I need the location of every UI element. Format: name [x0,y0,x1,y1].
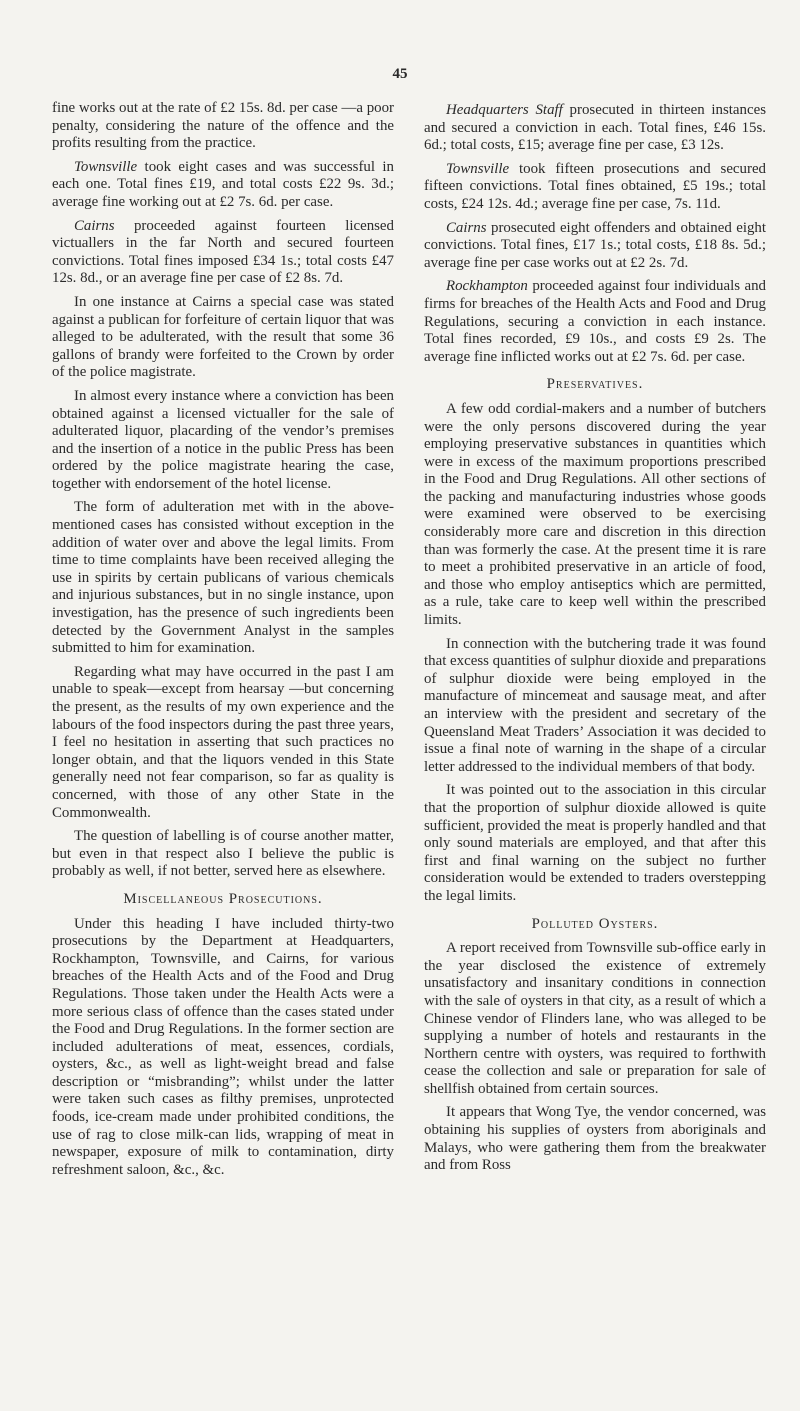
paragraph: In connection with the butchering trade it was found that excess quantities of sulphur dioxide and preparations of sulphur dioxide were being employed in the manufacture of mincemeat and sausage meat, and after an interview with the president and secretary of the Queensland Meat Traders’ Association it was decided to issue a final note of warning in the shape of a circular letter addressed to the individual members of that body. [424,635,766,775]
paragraph-townsville [52,159,394,212]
paragraph-cairns [424,220,766,273]
paragraph-text: took fifteen prosecutions and secured fifteen convictions. Total fines obtained, £5 19s.; total costs, £24 12s. 4d.; average fine per case, 7s. 11d. [424,160,766,212]
paragraph: In one instance at Cairns a special case was stated against a publican for forfeiture of certain liquor that was alleged to be adulterated, with the result that some 36 gallons of brandy were forfeited to the Crown by order of the police magistrate. [52,293,394,381]
paragraph-text: proceeded against four individuals and firms for breaches of the Health Acts and Food and Drug Regulations, securing a conviction in each instance. Total fines recorded, £9 10s., and costs £9 2s. The average fine inflicted works out at £2 7s. 6d. per case. [424,278,766,365]
paragraph-text: took eight cases and was successful in each one. Total fines £19, and total costs £22 9s. 3d.; average fine working out at £2 7s. 6d. per case. [52,158,394,210]
section-heading-polluted-oysters: Polluted Oysters. [531,915,659,932]
left-column [52,100,394,1185]
paragraph-text: prosecuted in thirteen instances and secured a conviction in each. Total fines, £46 15s. 6d.; total costs, £15; average fine per case, £3 12s. [424,102,766,154]
paragraph: It appears that Wong Tye, the vendor concerned, was obtaining his supplies of oysters from aboriginals and Malays, who were gathering them from the breakwater and from Ross [424,1104,766,1174]
paragraph: The question of labelling is of course another matter, but even in that respect also I believe the public is probably as well, if not better, served here as elsewhere. [52,828,394,880]
paragraph-text: prosecuted eight offenders and obtained eight convictions. Total fines, £17 1s.; total costs, £18 8s. 5d.; average fine per case works out at £2 2s. 7d. [424,219,766,271]
place-name: Rockhampton [446,278,528,295]
right-column [424,102,766,1181]
paragraph: A report received from Townsville sub-office early in the year disclosed the existence of extremely unsatisfactory and insanitary conditions in connection with the sale of oysters in that city, as a result of which a Chinese vendor of Flinders lane, who was alleged to be supplying a number of hotels and restaurants in the Northern centre with oysters, was required to forthwith cease the collection and sale or preparation for sale of shellfish obtained from certain sources. [424,940,766,1097]
place-name: Cairns [74,217,115,234]
place-name: Cairns [446,219,487,236]
page-number: 45 [392,66,408,82]
paragraph: Regarding what may have occurred in the past I am unable to speak—except from hearsay —but concerning the present, as the results of my own experience and the labours of the food inspectors during the past three years, I feel no hesitation in asserting that such practices no longer obtain, and that the liquors vended in this State generally need not fear comparison, so far as quality is concerned, with those of any other State in the Commonwealth. [52,663,394,821]
paragraph: It was pointed out to the association in this circular that the proportion of sulphur dioxide allowed is quite sufficient, provided the meat is properly handled and that only sound materials are employed, and that after this first and final warning on the subject no further consideration would be extended to traders overstepping the legal limits. [424,782,766,904]
place-name: Townsville [446,160,510,177]
paragraph: A few odd cordial-makers and a number of butchers were the only persons discovered during the year employing preservative substances in quantities which were in excess of the maximum proportions prescribed in the Food and Drug Regulations. All other sections of the packing and manufacturing industries whose goods were examined were observed to be exercising considerably more care and discretion in this direction than was formerly the case. At the present time it is rare to meet a prohibited preservative in an article of food, and those who employ antiseptics which are permitted, as a rule, take care to keep well within the prescribed limits. [424,400,766,629]
paragraph: fine works out at the rate of £2 15s. 8d. per case —a poor penalty, considering the nature of the offence and the profits resulting from the practice. [52,100,394,152]
paragraph-rockhampton [424,278,766,366]
paragraph: The form of adulteration met with in the above-mentioned cases has consisted without exception in the addition of water over and above the legal limits. From time to time complaints have been received alleging the use in spirits by certain publicans of various chemicals and injurious substances, but in no single instance, upon investigation, has the presence of such ingredients been detected by the Government Analyst in the samples submitted to him for examination. [52,499,394,657]
section-heading-preservatives: Preservatives. [546,376,644,393]
paragraph-townsville [424,161,766,214]
place-name: Headquarters Staff [446,102,563,118]
paragraph-text: proceeded against fourteen licensed victuallers in the far North and secured fourteen convictions. Total fines imposed £34 1s.; total costs £47 12s. 8d., or an average fine per case of £2 8s. 7d. [52,217,394,287]
paragraph-headquarters [424,102,766,155]
paragraph: Under this heading I have included thirty-two prosecutions by the Department at Headquarters, Rockhampton, Townsville, and Cairns, for various breaches of the Health Acts and of the Food and Drug Regulations. Those taken under the Health Acts were a more serious class of offence than the cases stated under the Food and Drug Regulations. In the former section are included adulterations of meat, essences, cordials, oysters, &c., as well as light-weight bread and false description or “misbranding”; whilst under the latter were taken such cases as filthy premises, unprotected foods, ice-cream made under prohibited conditions, the use of rag to close milk-can lids, wrapping of meat in newspaper, exposure of milk to contamination, dirty refreshment saloon, &c., &c. [52,915,394,1178]
paragraph-cairns [52,218,394,288]
section-heading-miscellaneous: Miscellaneous Prosecutions. [123,890,323,907]
place-name: Townsville [74,158,138,175]
paragraph: In almost every instance where a conviction has been obtained against a licensed victualler for the sale of adulterated liquor, placarding of the vendor’s premises and the insertion of a notice in the public Press has been ordered by the police magistrate hearing the case, together with endorsement of the hotel license. [52,387,394,492]
